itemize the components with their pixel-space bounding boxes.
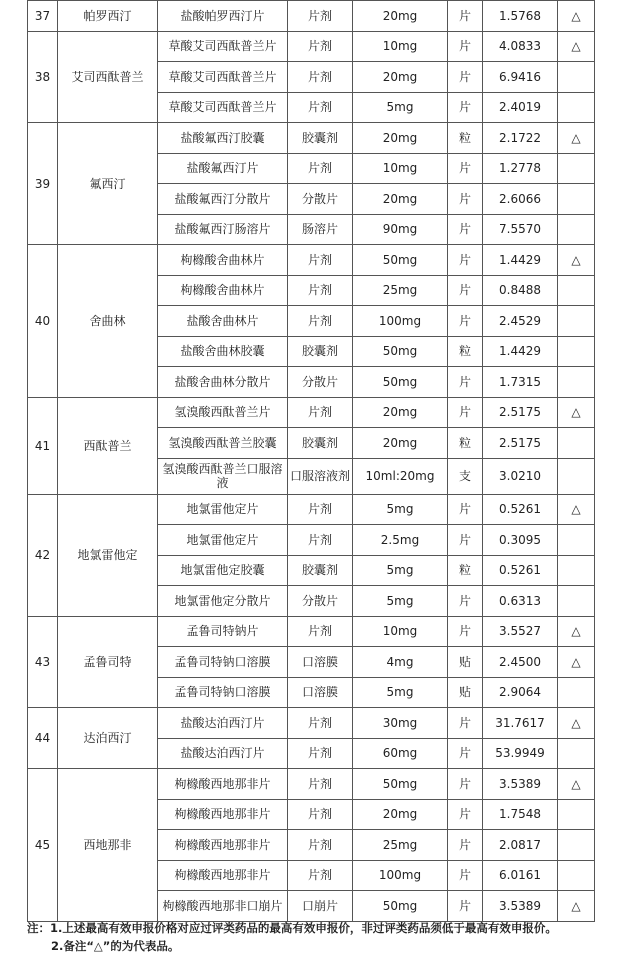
product-name-cell: 枸橼酸西地那非片 [158, 830, 288, 861]
price-cell: 1.5768 [483, 1, 558, 32]
representative-mark-cell [558, 367, 595, 398]
product-name-cell: 枸橼酸舍曲林片 [158, 245, 288, 276]
product-name-cell: 盐酸氟西汀肠溶片 [158, 214, 288, 245]
spec-cell: 10mg [353, 616, 448, 647]
product-name-cell: 地氯雷他定片 [158, 525, 288, 556]
generic-name-cell: 帕罗西汀 [58, 1, 158, 32]
dosage-form-cell: 口崩片 [288, 891, 353, 922]
generic-name-cell: 西酞普兰 [58, 397, 158, 494]
product-name-cell: 盐酸氟西汀片 [158, 153, 288, 184]
representative-mark-cell: △ [558, 494, 595, 525]
product-name-cell: 氢溴酸西酞普兰胶囊 [158, 428, 288, 459]
representative-mark-cell [558, 62, 595, 93]
product-name-cell: 枸橼酸西地那非片 [158, 799, 288, 830]
table-row [28, 31, 595, 62]
representative-mark-cell: △ [558, 769, 595, 800]
spec-cell: 20mg [353, 799, 448, 830]
price-cell: 3.0210 [483, 458, 558, 494]
dosage-form-cell: 片剂 [288, 31, 353, 62]
price-cell: 2.1722 [483, 123, 558, 154]
representative-mark-cell [558, 830, 595, 861]
unit-cell: 支 [448, 458, 483, 494]
representative-mark-cell: △ [558, 616, 595, 647]
unit-cell: 片 [448, 586, 483, 617]
footnote-1: 注：1.上述最高有效申报价格对应过评类药品的最高有效申报价，非过评类药品须低于最高有效申报价。 [27, 921, 557, 935]
generic-name-cell: 西地那非 [58, 769, 158, 922]
representative-mark-cell [558, 677, 595, 708]
unit-cell: 片 [448, 184, 483, 215]
price-cell: 1.4429 [483, 245, 558, 276]
price-cell: 31.7617 [483, 708, 558, 739]
dosage-form-cell: 片剂 [288, 275, 353, 306]
dosage-form-cell: 片剂 [288, 494, 353, 525]
dosage-form-cell: 胶囊剂 [288, 336, 353, 367]
dosage-form-cell: 分散片 [288, 586, 353, 617]
spec-cell: 4mg [353, 647, 448, 678]
dosage-form-cell: 片剂 [288, 708, 353, 739]
product-name-cell: 草酸艾司西酞普兰片 [158, 31, 288, 62]
spec-cell: 25mg [353, 275, 448, 306]
dosage-form-cell: 片剂 [288, 245, 353, 276]
representative-mark-cell [558, 275, 595, 306]
representative-mark-cell [558, 92, 595, 123]
generic-name-cell: 地氯雷他定 [58, 494, 158, 616]
product-name-cell: 盐酸达泊西汀片 [158, 708, 288, 739]
group-number-cell: 37 [28, 1, 58, 32]
unit-cell: 粒 [448, 428, 483, 459]
price-cell: 0.3095 [483, 525, 558, 556]
dosage-form-cell: 胶囊剂 [288, 555, 353, 586]
spec-cell: 50mg [353, 891, 448, 922]
representative-mark-cell: △ [558, 245, 595, 276]
spec-cell: 5mg [353, 677, 448, 708]
footnote-2: 2.备注“△”的为代表品。 [51, 939, 180, 953]
group-number-cell: 40 [28, 245, 58, 398]
dosage-form-cell: 片剂 [288, 738, 353, 769]
dosage-form-cell: 片剂 [288, 616, 353, 647]
representative-mark-cell: △ [558, 397, 595, 428]
unit-cell: 片 [448, 769, 483, 800]
dosage-form-cell: 片剂 [288, 830, 353, 861]
generic-name-cell: 达泊西汀 [58, 708, 158, 769]
price-cell: 1.4429 [483, 336, 558, 367]
dosage-form-cell: 片剂 [288, 397, 353, 428]
spec-cell: 20mg [353, 123, 448, 154]
unit-cell: 片 [448, 799, 483, 830]
unit-cell: 贴 [448, 647, 483, 678]
price-cell: 7.5570 [483, 214, 558, 245]
price-cell: 0.5261 [483, 555, 558, 586]
price-cell: 2.5175 [483, 397, 558, 428]
unit-cell: 片 [448, 214, 483, 245]
generic-name-cell: 氟西汀 [58, 123, 158, 245]
spec-cell: 100mg [353, 306, 448, 337]
spec-cell: 20mg [353, 184, 448, 215]
unit-cell: 片 [448, 306, 483, 337]
representative-mark-cell [558, 336, 595, 367]
representative-mark-cell: △ [558, 708, 595, 739]
price-cell: 2.5175 [483, 428, 558, 459]
spec-cell: 50mg [353, 769, 448, 800]
unit-cell: 片 [448, 31, 483, 62]
representative-mark-cell [558, 306, 595, 337]
unit-cell: 片 [448, 830, 483, 861]
representative-mark-cell [558, 738, 595, 769]
spec-cell: 50mg [353, 367, 448, 398]
spec-cell: 20mg [353, 428, 448, 459]
representative-mark-cell: △ [558, 647, 595, 678]
product-name-cell: 盐酸达泊西汀片 [158, 738, 288, 769]
spec-cell: 10mg [353, 153, 448, 184]
spec-cell: 5mg [353, 494, 448, 525]
generic-name-cell: 舍曲林 [58, 245, 158, 398]
dosage-form-cell: 片剂 [288, 306, 353, 337]
price-cell: 1.2778 [483, 153, 558, 184]
dosage-form-cell: 口服溶液剂 [288, 458, 353, 494]
dosage-form-cell: 片剂 [288, 62, 353, 93]
unit-cell: 片 [448, 1, 483, 32]
product-name-cell: 盐酸舍曲林片 [158, 306, 288, 337]
representative-mark-cell [558, 184, 595, 215]
spec-cell: 60mg [353, 738, 448, 769]
dosage-form-cell: 分散片 [288, 367, 353, 398]
table-row [28, 769, 595, 800]
spec-cell: 50mg [353, 245, 448, 276]
product-name-cell: 枸橼酸西地那非片 [158, 860, 288, 891]
spec-cell: 5mg [353, 555, 448, 586]
spec-cell: 100mg [353, 860, 448, 891]
product-name-cell: 地氯雷他定片 [158, 494, 288, 525]
unit-cell: 片 [448, 525, 483, 556]
representative-mark-cell [558, 428, 595, 459]
product-name-cell: 草酸艾司西酞普兰片 [158, 92, 288, 123]
price-cell: 2.4529 [483, 306, 558, 337]
spec-cell: 5mg [353, 586, 448, 617]
price-cell: 6.0161 [483, 860, 558, 891]
product-name-cell: 枸橼酸西地那非片 [158, 769, 288, 800]
spec-cell: 20mg [353, 1, 448, 32]
product-name-cell: 氢溴酸西酞普兰口服溶液 [158, 458, 288, 494]
spec-cell: 10ml:20mg [353, 458, 448, 494]
representative-mark-cell [558, 458, 595, 494]
representative-mark-cell: △ [558, 31, 595, 62]
spec-cell: 20mg [353, 397, 448, 428]
price-cell: 0.6313 [483, 586, 558, 617]
dosage-form-cell: 片剂 [288, 153, 353, 184]
spec-cell: 10mg [353, 31, 448, 62]
product-name-cell: 枸橼酸舍曲林片 [158, 275, 288, 306]
product-name-cell: 孟鲁司特钠口溶膜 [158, 677, 288, 708]
table-row [28, 397, 595, 428]
spec-cell: 30mg [353, 708, 448, 739]
unit-cell: 粒 [448, 336, 483, 367]
product-name-cell: 草酸艾司西酞普兰片 [158, 62, 288, 93]
representative-mark-cell: △ [558, 123, 595, 154]
price-cell: 2.4500 [483, 647, 558, 678]
group-number-cell: 45 [28, 769, 58, 922]
table-row [28, 1, 595, 32]
price-cell: 2.4019 [483, 92, 558, 123]
unit-cell: 片 [448, 245, 483, 276]
spec-cell: 25mg [353, 830, 448, 861]
dosage-form-cell: 肠溶片 [288, 214, 353, 245]
unit-cell: 粒 [448, 123, 483, 154]
spec-cell: 90mg [353, 214, 448, 245]
group-number-cell: 38 [28, 31, 58, 123]
price-cell: 53.9949 [483, 738, 558, 769]
product-name-cell: 地氯雷他定胶囊 [158, 555, 288, 586]
unit-cell: 片 [448, 92, 483, 123]
price-cell: 3.5389 [483, 891, 558, 922]
table-row [28, 245, 595, 276]
dosage-form-cell: 口溶膜 [288, 677, 353, 708]
generic-name-cell: 孟鲁司特 [58, 616, 158, 708]
product-name-cell: 氢溴酸西酞普兰片 [158, 397, 288, 428]
group-number-cell: 39 [28, 123, 58, 245]
table-row [28, 494, 595, 525]
price-cell: 6.9416 [483, 62, 558, 93]
table-row [28, 708, 595, 739]
unit-cell: 片 [448, 860, 483, 891]
group-number-cell: 44 [28, 708, 58, 769]
group-number-cell: 43 [28, 616, 58, 708]
unit-cell: 片 [448, 275, 483, 306]
product-name-cell: 盐酸帕罗西汀片 [158, 1, 288, 32]
dosage-form-cell: 片剂 [288, 92, 353, 123]
price-cell: 1.7315 [483, 367, 558, 398]
price-cell: 2.9064 [483, 677, 558, 708]
footnotes [27, 919, 627, 955]
representative-mark-cell [558, 525, 595, 556]
unit-cell: 粒 [448, 555, 483, 586]
unit-cell: 片 [448, 738, 483, 769]
generic-name-cell: 艾司西酞普兰 [58, 31, 158, 123]
representative-mark-cell: △ [558, 891, 595, 922]
unit-cell: 片 [448, 494, 483, 525]
product-name-cell: 盐酸舍曲林分散片 [158, 367, 288, 398]
representative-mark-cell [558, 586, 595, 617]
dosage-form-cell: 片剂 [288, 799, 353, 830]
price-cell: 4.0833 [483, 31, 558, 62]
unit-cell: 片 [448, 62, 483, 93]
representative-mark-cell [558, 555, 595, 586]
representative-mark-cell [558, 153, 595, 184]
representative-mark-cell: △ [558, 1, 595, 32]
dosage-form-cell: 口溶膜 [288, 647, 353, 678]
dosage-form-cell: 片剂 [288, 860, 353, 891]
product-name-cell: 盐酸氟西汀胶囊 [158, 123, 288, 154]
price-cell: 0.8488 [483, 275, 558, 306]
spec-cell: 50mg [353, 336, 448, 367]
dosage-form-cell: 片剂 [288, 525, 353, 556]
unit-cell: 片 [448, 891, 483, 922]
product-name-cell: 孟鲁司特钠口溶膜 [158, 647, 288, 678]
price-cell: 3.5527 [483, 616, 558, 647]
price-cell: 0.5261 [483, 494, 558, 525]
group-number-cell: 42 [28, 494, 58, 616]
price-cell: 2.6066 [483, 184, 558, 215]
product-name-cell: 盐酸氟西汀分散片 [158, 184, 288, 215]
price-cell: 2.0817 [483, 830, 558, 861]
unit-cell: 片 [448, 708, 483, 739]
product-name-cell: 盐酸舍曲林胶囊 [158, 336, 288, 367]
representative-mark-cell [558, 799, 595, 830]
unit-cell: 片 [448, 616, 483, 647]
product-name-cell: 枸橼酸西地那非口崩片 [158, 891, 288, 922]
spec-cell: 5mg [353, 92, 448, 123]
spec-cell: 2.5mg [353, 525, 448, 556]
dosage-form-cell: 胶囊剂 [288, 428, 353, 459]
representative-mark-cell [558, 214, 595, 245]
price-cell: 3.5389 [483, 769, 558, 800]
dosage-form-cell: 片剂 [288, 1, 353, 32]
unit-cell: 贴 [448, 677, 483, 708]
dosage-form-cell: 胶囊剂 [288, 123, 353, 154]
price-table [27, 0, 595, 922]
group-number-cell: 41 [28, 397, 58, 494]
unit-cell: 片 [448, 153, 483, 184]
product-name-cell: 孟鲁司特钠片 [158, 616, 288, 647]
unit-cell: 片 [448, 397, 483, 428]
dosage-form-cell: 分散片 [288, 184, 353, 215]
representative-mark-cell [558, 860, 595, 891]
table-row [28, 123, 595, 154]
price-cell: 1.7548 [483, 799, 558, 830]
dosage-form-cell: 片剂 [288, 769, 353, 800]
unit-cell: 片 [448, 367, 483, 398]
table-row [28, 616, 595, 647]
spec-cell: 20mg [353, 62, 448, 93]
product-name-cell: 地氯雷他定分散片 [158, 586, 288, 617]
